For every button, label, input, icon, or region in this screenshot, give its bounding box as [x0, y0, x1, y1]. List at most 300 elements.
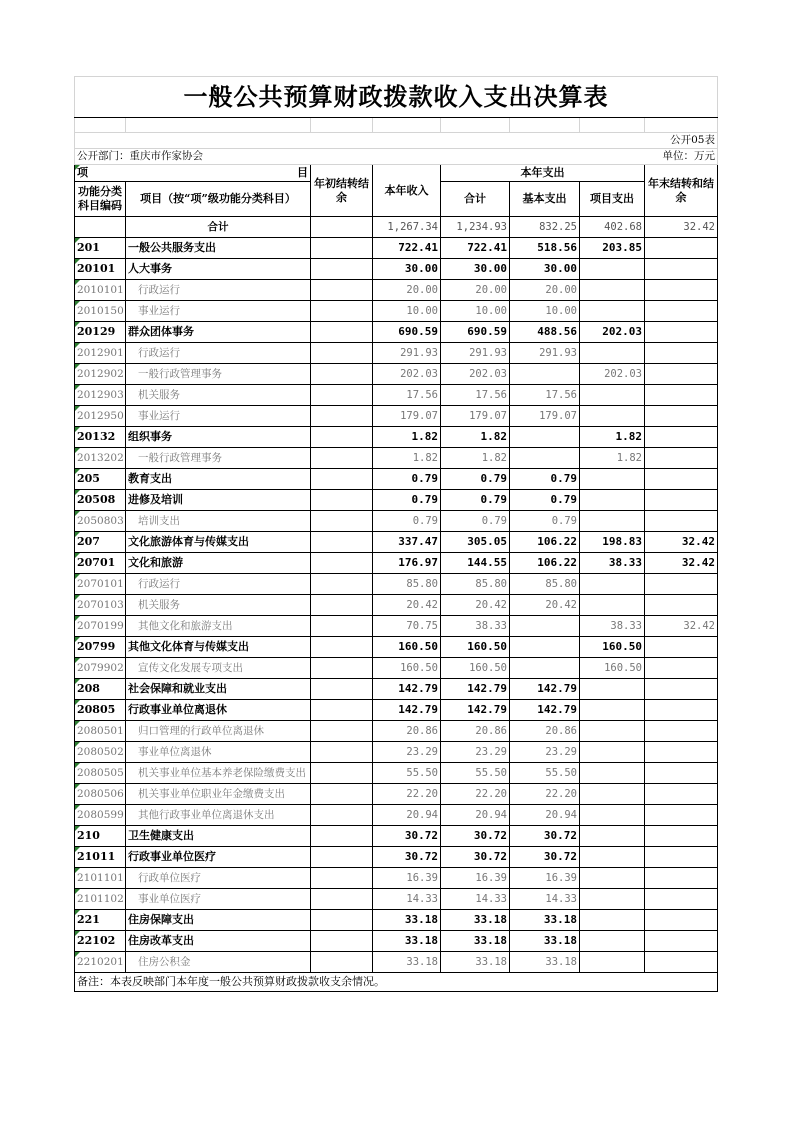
- expense-total-cell: 142.79: [441, 700, 510, 721]
- expense-total-cell: 142.79: [441, 679, 510, 700]
- budget-table: [74, 76, 718, 992]
- begin-balance-cell: [311, 826, 373, 847]
- income-cell: 202.03: [373, 364, 441, 385]
- begin-balance-cell: [311, 784, 373, 805]
- basic-expense-cell: 291.93: [510, 343, 580, 364]
- item-name-cell: 机关服务: [126, 595, 311, 616]
- item-name-cell: 行政运行: [126, 280, 311, 301]
- project-expense-cell: 202.03: [580, 364, 645, 385]
- end-balance-cell: [645, 826, 718, 847]
- function-code-cell: 201: [75, 238, 126, 259]
- expense-total-cell: 0.79: [441, 511, 510, 532]
- function-code-cell: [75, 217, 126, 238]
- item-name-cell: 行政单位医疗: [126, 868, 311, 889]
- table-row: [75, 826, 718, 847]
- begin-balance-cell: [311, 658, 373, 679]
- begin-balance-cell: [311, 805, 373, 826]
- end-balance-cell: [645, 301, 718, 322]
- expense-total-cell: 30.00: [441, 259, 510, 280]
- income-cell: 30.72: [373, 847, 441, 868]
- project-expense-cell: 203.85: [580, 238, 645, 259]
- income-cell: 160.50: [373, 637, 441, 658]
- end-balance-cell: [645, 595, 718, 616]
- project-expense-cell: [580, 784, 645, 805]
- expense-total-cell: 690.59: [441, 322, 510, 343]
- function-code-cell: 2080506: [75, 784, 126, 805]
- item-name-cell: 其他文化体育与传媒支出: [126, 637, 311, 658]
- item-name-cell: 行政事业单位离退休: [126, 700, 311, 721]
- item-name-cell: 宣传文化发展专项支出: [126, 658, 311, 679]
- table-row: [75, 931, 718, 952]
- project-expense-cell: 160.50: [580, 658, 645, 679]
- basic-expense-cell: 20.94: [510, 805, 580, 826]
- header-item: 项目（按“项”级功能分类科目）: [126, 182, 311, 217]
- expense-total-cell: 16.39: [441, 868, 510, 889]
- item-name-cell: 培训支出: [126, 511, 311, 532]
- basic-expense-cell: 30.72: [510, 826, 580, 847]
- expense-total-cell: 144.55: [441, 553, 510, 574]
- project-expense-cell: 202.03: [580, 322, 645, 343]
- expense-total-cell: 30.72: [441, 847, 510, 868]
- item-name-cell: 住房改革支出: [126, 931, 311, 952]
- project-expense-cell: [580, 742, 645, 763]
- end-balance-cell: [645, 427, 718, 448]
- function-code-cell: 20132: [75, 427, 126, 448]
- table-row: [75, 448, 718, 469]
- table-row: [75, 427, 718, 448]
- function-code-cell: 2070199: [75, 616, 126, 637]
- function-code-cell: 207: [75, 532, 126, 553]
- table-row: [75, 742, 718, 763]
- item-name-cell: 住房公积金: [126, 952, 311, 973]
- function-code-cell: 2210201: [75, 952, 126, 973]
- end-balance-cell: [645, 889, 718, 910]
- income-cell: 23.29: [373, 742, 441, 763]
- project-expense-cell: [580, 259, 645, 280]
- basic-expense-cell: 85.80: [510, 574, 580, 595]
- expense-total-cell: 305.05: [441, 532, 510, 553]
- expense-total-cell: 33.18: [441, 910, 510, 931]
- end-balance-cell: [645, 469, 718, 490]
- function-code-cell: 205: [75, 469, 126, 490]
- basic-expense-cell: [510, 637, 580, 658]
- table-row: [75, 511, 718, 532]
- table-row: [75, 637, 718, 658]
- end-balance-cell: [645, 910, 718, 931]
- end-balance-cell: [645, 931, 718, 952]
- end-balance-cell: 32.42: [645, 217, 718, 238]
- basic-expense-cell: 30.00: [510, 259, 580, 280]
- expense-total-cell: 10.00: [441, 301, 510, 322]
- basic-expense-cell: [510, 364, 580, 385]
- income-cell: 690.59: [373, 322, 441, 343]
- income-cell: 20.86: [373, 721, 441, 742]
- project-expense-cell: [580, 595, 645, 616]
- function-code-cell: 2080501: [75, 721, 126, 742]
- item-name-cell: 事业运行: [126, 406, 311, 427]
- item-name-cell: 文化和旅游: [126, 553, 311, 574]
- end-balance-cell: [645, 511, 718, 532]
- item-name-cell: 机关服务: [126, 385, 311, 406]
- end-balance-cell: [645, 784, 718, 805]
- income-cell: 337.47: [373, 532, 441, 553]
- expense-total-cell: 1,234.93: [441, 217, 510, 238]
- function-code-cell: 20101: [75, 259, 126, 280]
- item-name-cell: 住房保障支出: [126, 910, 311, 931]
- income-cell: 70.75: [373, 616, 441, 637]
- basic-expense-cell: 142.79: [510, 679, 580, 700]
- table-row: [75, 322, 718, 343]
- table-row: [75, 259, 718, 280]
- end-balance-cell: [645, 868, 718, 889]
- end-balance-cell: [645, 637, 718, 658]
- end-balance-cell: [645, 364, 718, 385]
- end-balance-cell: [645, 742, 718, 763]
- project-expense-cell: [580, 847, 645, 868]
- function-code-cell: 20799: [75, 637, 126, 658]
- item-name-cell: 行政事业单位医疗: [126, 847, 311, 868]
- income-cell: 1.82: [373, 427, 441, 448]
- end-balance-cell: [645, 847, 718, 868]
- project-expense-cell: 198.83: [580, 532, 645, 553]
- table-row: [75, 868, 718, 889]
- income-cell: 16.39: [373, 868, 441, 889]
- header-xiang: 项: [75, 165, 126, 182]
- begin-balance-cell: [311, 343, 373, 364]
- item-name-cell: 教育支出: [126, 469, 311, 490]
- expense-total-cell: 20.94: [441, 805, 510, 826]
- project-expense-cell: 38.33: [580, 553, 645, 574]
- end-balance-cell: 32.42: [645, 553, 718, 574]
- expense-total-cell: 202.03: [441, 364, 510, 385]
- end-balance-cell: [645, 385, 718, 406]
- table-row: [75, 658, 718, 679]
- project-expense-cell: [580, 889, 645, 910]
- begin-balance-cell: [311, 700, 373, 721]
- function-code-cell: 2080505: [75, 763, 126, 784]
- table-row: [75, 238, 718, 259]
- item-name-cell: 一般行政管理事务: [126, 364, 311, 385]
- table-row: [75, 301, 718, 322]
- item-name-cell: 一般行政管理事务: [126, 448, 311, 469]
- basic-expense-cell: 20.00: [510, 280, 580, 301]
- header-basic: 基本支出: [510, 182, 580, 217]
- table-row: [75, 406, 718, 427]
- function-code-cell: 2012950: [75, 406, 126, 427]
- function-code-cell: 2013202: [75, 448, 126, 469]
- basic-expense-cell: [510, 448, 580, 469]
- income-cell: 291.93: [373, 343, 441, 364]
- expense-total-cell: 38.33: [441, 616, 510, 637]
- basic-expense-cell: [510, 616, 580, 637]
- income-cell: 20.42: [373, 595, 441, 616]
- header-mu: 目: [126, 165, 311, 182]
- table-row: [75, 784, 718, 805]
- expense-total-cell: 33.18: [441, 931, 510, 952]
- project-expense-cell: [580, 700, 645, 721]
- income-cell: 1,267.34: [373, 217, 441, 238]
- begin-balance-cell: [311, 217, 373, 238]
- income-cell: 55.50: [373, 763, 441, 784]
- begin-balance-cell: [311, 301, 373, 322]
- begin-balance-cell: [311, 595, 373, 616]
- begin-balance-cell: [311, 952, 373, 973]
- table-row: [75, 532, 718, 553]
- basic-expense-cell: 23.29: [510, 742, 580, 763]
- basic-expense-cell: 33.18: [510, 931, 580, 952]
- begin-balance-cell: [311, 238, 373, 259]
- income-cell: 722.41: [373, 238, 441, 259]
- spreadsheet: [74, 76, 717, 992]
- function-code-cell: 2012903: [75, 385, 126, 406]
- project-expense-cell: [580, 868, 645, 889]
- form-number: 公开05表: [645, 133, 718, 149]
- begin-balance-cell: [311, 637, 373, 658]
- expense-total-cell: 1.82: [441, 448, 510, 469]
- project-expense-cell: [580, 343, 645, 364]
- expense-total-cell: 30.72: [441, 826, 510, 847]
- begin-balance-cell: [311, 574, 373, 595]
- table-row: [75, 847, 718, 868]
- basic-expense-cell: 55.50: [510, 763, 580, 784]
- item-name-cell: 行政运行: [126, 343, 311, 364]
- table-row: [75, 700, 718, 721]
- project-expense-cell: 1.82: [580, 427, 645, 448]
- function-code-cell: 2079902: [75, 658, 126, 679]
- expense-total-cell: 0.79: [441, 490, 510, 511]
- basic-expense-cell: [510, 427, 580, 448]
- expense-total-cell: 22.20: [441, 784, 510, 805]
- end-balance-cell: [645, 721, 718, 742]
- expense-total-cell: 85.80: [441, 574, 510, 595]
- income-cell: 30.00: [373, 259, 441, 280]
- begin-balance-cell: [311, 259, 373, 280]
- begin-balance-cell: [311, 553, 373, 574]
- basic-expense-cell: 20.86: [510, 721, 580, 742]
- begin-balance-cell: [311, 406, 373, 427]
- department-label: 公开部门：重庆市作家协会: [75, 149, 441, 165]
- basic-expense-cell: 16.39: [510, 868, 580, 889]
- begin-balance-cell: [311, 364, 373, 385]
- table-row: [75, 952, 718, 973]
- income-cell: 0.79: [373, 469, 441, 490]
- income-cell: 14.33: [373, 889, 441, 910]
- project-expense-cell: [580, 931, 645, 952]
- function-code-cell: 221: [75, 910, 126, 931]
- end-balance-cell: [645, 238, 718, 259]
- expense-total-cell: 55.50: [441, 763, 510, 784]
- function-code-cell: 2101102: [75, 889, 126, 910]
- expense-total-cell: 722.41: [441, 238, 510, 259]
- table-row: [75, 679, 718, 700]
- function-code-cell: 22102: [75, 931, 126, 952]
- begin-balance-cell: [311, 469, 373, 490]
- end-balance-cell: 32.42: [645, 616, 718, 637]
- header-total: 合计: [441, 182, 510, 217]
- income-cell: 85.80: [373, 574, 441, 595]
- income-cell: 20.94: [373, 805, 441, 826]
- item-name-cell: 群众团体事务: [126, 322, 311, 343]
- income-cell: 142.79: [373, 700, 441, 721]
- basic-expense-cell: 17.56: [510, 385, 580, 406]
- function-code-cell: 210: [75, 826, 126, 847]
- table-row: [75, 553, 718, 574]
- expense-total-cell: 0.79: [441, 469, 510, 490]
- function-code-cell: 2012902: [75, 364, 126, 385]
- page-title: 一般公共预算财政拨款收入支出决算表: [75, 77, 718, 118]
- project-expense-cell: [580, 280, 645, 301]
- end-balance-cell: [645, 700, 718, 721]
- basic-expense-cell: 488.56: [510, 322, 580, 343]
- expense-total-cell: 17.56: [441, 385, 510, 406]
- project-expense-cell: [580, 406, 645, 427]
- end-balance-cell: [645, 658, 718, 679]
- basic-expense-cell: 33.18: [510, 910, 580, 931]
- basic-expense-cell: 10.00: [510, 301, 580, 322]
- end-balance-cell: [645, 322, 718, 343]
- end-balance-cell: [645, 952, 718, 973]
- item-name-cell: 文化旅游体育与传媒支出: [126, 532, 311, 553]
- basic-expense-cell: [510, 658, 580, 679]
- function-code-cell: 20701: [75, 553, 126, 574]
- expense-total-cell: 20.42: [441, 595, 510, 616]
- income-cell: 142.79: [373, 679, 441, 700]
- table-row: [75, 280, 718, 301]
- basic-expense-cell: 20.42: [510, 595, 580, 616]
- income-cell: 0.79: [373, 490, 441, 511]
- header-income: 本年收入: [373, 165, 441, 217]
- income-cell: 33.18: [373, 931, 441, 952]
- table-row: [75, 721, 718, 742]
- item-name-cell: 其他文化和旅游支出: [126, 616, 311, 637]
- project-expense-cell: 38.33: [580, 616, 645, 637]
- income-cell: 22.20: [373, 784, 441, 805]
- basic-expense-cell: 30.72: [510, 847, 580, 868]
- expense-total-cell: 160.50: [441, 658, 510, 679]
- expense-total-cell: 291.93: [441, 343, 510, 364]
- table-row: [75, 574, 718, 595]
- function-code-cell: 2101101: [75, 868, 126, 889]
- end-balance-cell: [645, 805, 718, 826]
- table-row: [75, 805, 718, 826]
- function-code-cell: 2070103: [75, 595, 126, 616]
- begin-balance-cell: [311, 385, 373, 406]
- project-expense-cell: [580, 826, 645, 847]
- basic-expense-cell: 14.33: [510, 889, 580, 910]
- basic-expense-cell: 0.79: [510, 469, 580, 490]
- function-code-cell: 2010101: [75, 280, 126, 301]
- project-expense-cell: 1.82: [580, 448, 645, 469]
- item-name-cell: 进修及培训: [126, 490, 311, 511]
- item-name-cell: 事业单位医疗: [126, 889, 311, 910]
- begin-balance-cell: [311, 511, 373, 532]
- end-balance-cell: [645, 343, 718, 364]
- header-end-balance: 年末结转和结余: [645, 165, 718, 217]
- item-name-cell: 归口管理的行政单位离退休: [126, 721, 311, 742]
- end-balance-cell: [645, 763, 718, 784]
- income-cell: 0.79: [373, 511, 441, 532]
- basic-expense-cell: 0.79: [510, 490, 580, 511]
- expense-total-cell: 20.86: [441, 721, 510, 742]
- project-expense-cell: [580, 469, 645, 490]
- item-name-cell: 社会保障和就业支出: [126, 679, 311, 700]
- table-row: [75, 616, 718, 637]
- table-row: [75, 469, 718, 490]
- basic-expense-cell: 518.56: [510, 238, 580, 259]
- item-name-cell: 事业单位离退休: [126, 742, 311, 763]
- project-expense-cell: [580, 763, 645, 784]
- header-project: 项目支出: [580, 182, 645, 217]
- expense-total-cell: 1.82: [441, 427, 510, 448]
- item-name-cell: 人大事务: [126, 259, 311, 280]
- basic-expense-cell: 179.07: [510, 406, 580, 427]
- table-row: [75, 889, 718, 910]
- project-expense-cell: [580, 490, 645, 511]
- begin-balance-cell: [311, 616, 373, 637]
- begin-balance-cell: [311, 448, 373, 469]
- project-expense-cell: [580, 679, 645, 700]
- item-name-cell: 机关事业单位基本养老保险缴费支出: [126, 763, 311, 784]
- project-expense-cell: 160.50: [580, 637, 645, 658]
- item-name-cell: 合计: [126, 217, 311, 238]
- table-row: [75, 385, 718, 406]
- income-cell: 20.00: [373, 280, 441, 301]
- income-cell: 1.82: [373, 448, 441, 469]
- project-expense-cell: [580, 301, 645, 322]
- income-cell: 33.18: [373, 910, 441, 931]
- begin-balance-cell: [311, 847, 373, 868]
- income-cell: 10.00: [373, 301, 441, 322]
- basic-expense-cell: 0.79: [510, 511, 580, 532]
- function-code-cell: 20129: [75, 322, 126, 343]
- header-func-code: 功能分类科目编码: [75, 182, 126, 217]
- unit-label: 单位：万元: [645, 149, 718, 165]
- begin-balance-cell: [311, 742, 373, 763]
- function-code-cell: 21011: [75, 847, 126, 868]
- function-code-cell: 2070101: [75, 574, 126, 595]
- end-balance-cell: [645, 406, 718, 427]
- income-cell: 17.56: [373, 385, 441, 406]
- basic-expense-cell: 832.25: [510, 217, 580, 238]
- project-expense-cell: [580, 721, 645, 742]
- project-expense-cell: 402.68: [580, 217, 645, 238]
- item-name-cell: 机关事业单位职业年金缴费支出: [126, 784, 311, 805]
- begin-balance-cell: [311, 280, 373, 301]
- table-row: [75, 343, 718, 364]
- project-expense-cell: [580, 910, 645, 931]
- income-cell: 160.50: [373, 658, 441, 679]
- basic-expense-cell: 106.22: [510, 553, 580, 574]
- begin-balance-cell: [311, 427, 373, 448]
- end-balance-cell: [645, 490, 718, 511]
- item-name-cell: 行政运行: [126, 574, 311, 595]
- expense-total-cell: 20.00: [441, 280, 510, 301]
- income-cell: 176.97: [373, 553, 441, 574]
- begin-balance-cell: [311, 721, 373, 742]
- table-row: [75, 217, 718, 238]
- end-balance-cell: [645, 259, 718, 280]
- footnote: 备注：本表反映部门本年度一般公共预算财政拨款收支余情况。: [75, 973, 718, 992]
- table-row: [75, 364, 718, 385]
- expense-total-cell: 33.18: [441, 952, 510, 973]
- begin-balance-cell: [311, 931, 373, 952]
- end-balance-cell: 32.42: [645, 532, 718, 553]
- income-cell: 30.72: [373, 826, 441, 847]
- begin-balance-cell: [311, 889, 373, 910]
- basic-expense-cell: 33.18: [510, 952, 580, 973]
- table-row: [75, 490, 718, 511]
- item-name-cell: 组织事务: [126, 427, 311, 448]
